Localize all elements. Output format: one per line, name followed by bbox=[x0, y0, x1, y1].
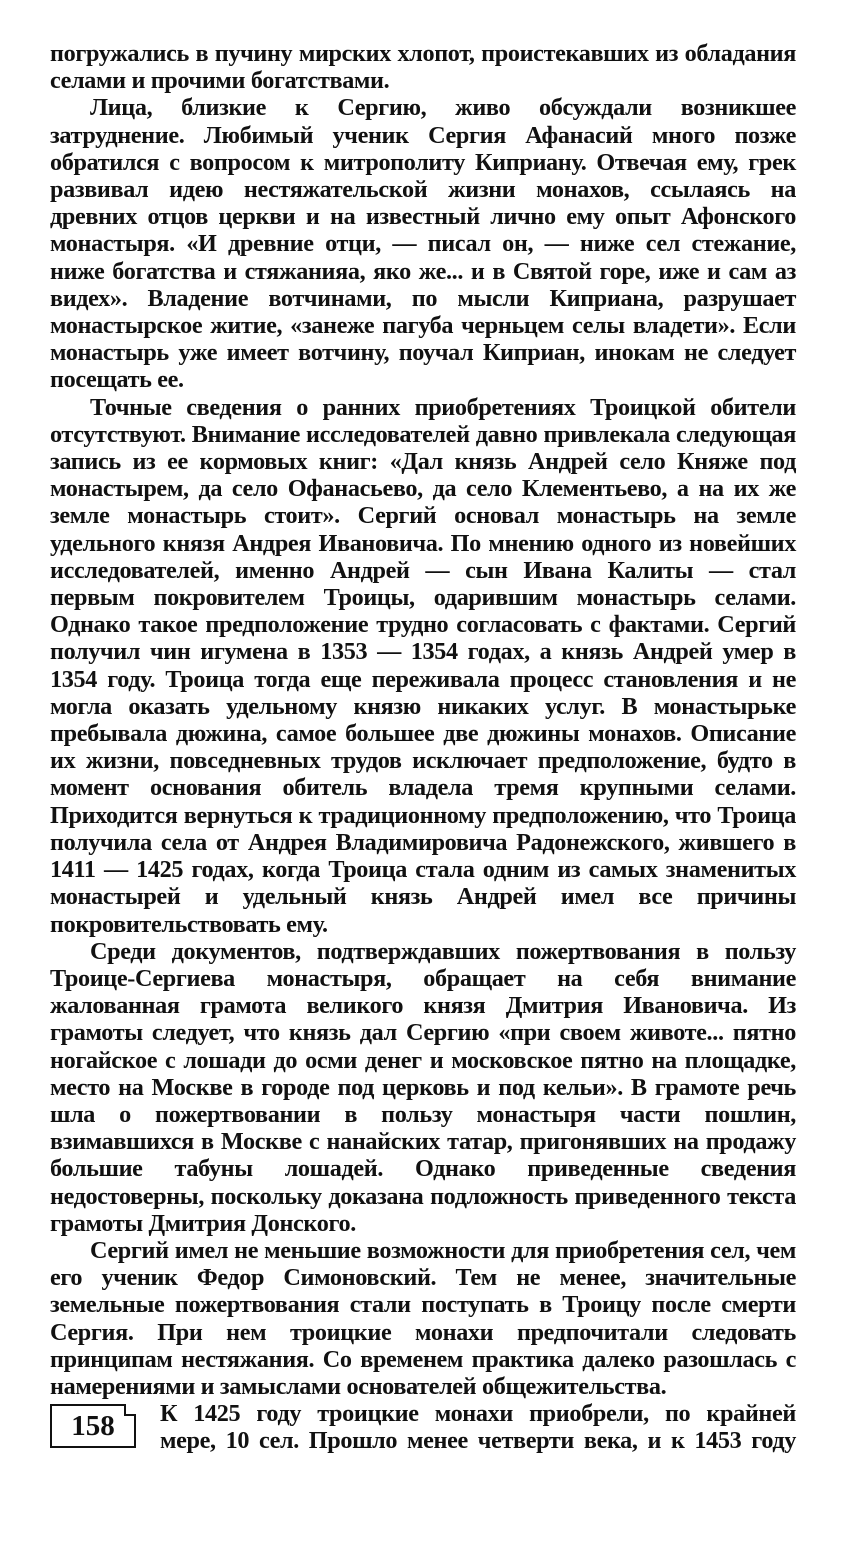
final-line: мере, 10 сел. Прошло менее четверти века, и к 1453 году bbox=[160, 1427, 796, 1455]
paragraph-afanasy-question: Лица, близкие к Сергию, живо обсуждали возникшее затруднение. Любимый ученик Сергия Афанасий много позже обратился с вопросом к митрополиту Киприану. Отвечая ему, грек развивал идею нестяжательской жизни монахов, ссылаясь на древних отцов церкви и на известный лично ему опыт Афонского монастыря. «И древние отци, — писал он, — ниже сел стежание, ниже богатства и стяжанияа, яко же... и в Святой горе, иже и сам аз видех». Владение вотчинами, по мысли Киприана, разрушает монастырское житие, «занеже пагуба черньцем селы владети». Если монастырь уже имеет вотчину, поучал Киприан, инокам не следует посещать ее. bbox=[50, 94, 796, 394]
final-line: К 1425 году троицкие монахи приобрели, по крайней bbox=[160, 1400, 796, 1428]
page-text bbox=[50, 40, 796, 1458]
paragraph-continued: погружались в пучину мирских хлопот, проистекавших из обладания селами и прочими богатствами. bbox=[50, 40, 796, 95]
final-row bbox=[50, 1400, 796, 1458]
paragraph-donation-charter: Среди документов, подтверждавших пожертвования в пользу Троице-Сергиева монастыря, обращает на себя внимание жалованная грамота великого князя Дмитрия Ивановича. Из грамоты следует, что князь дал Сергию «при своем животе... пятно ногайское с лошади до осми денег и московское пятно на площадке, место на Москве в городе под церковь и под кельи». В грамоте речь шла о пожертвовании в пользу монастыря части пошлин, взимавшихся в Москве с нанайских татар, пригонявших на продажу большие табуны лошадей. Однако приведенные сведения недостоверны, поскольку доказана подложность приведенного текста грамоты Дмитрия Донского. bbox=[50, 937, 796, 1237]
final-text bbox=[160, 1400, 796, 1454]
paragraph-early-acquisitions: Точные сведения о ранних приобретениях Троицкой обители отсутствуют. Внимание исследователей давно привлекала следующая запись из ее кормовых книг: «Дал князь Андрей село Княже под монастырем, да село Офанасьево, да село Клементьево, а на их же земле монастырь стоит». Сергий основал монастырь на земле удельного князя Андрея Ивановича. По мнению одного из новейших исследователей, именно Андрей — сын Ивана Калиты — стал первым покровителем Троицы, одарившим монастырь селами. Однако такое предположение трудно согласовать с фактами. Сергий получил чин игумена в 1353 — 1354 годах, а князь Андрей умер в 1354 году. Троица тогда еще переживала процесс становления и не могла оказать удельному князю никаких услуг. В монастырьке пребывала дюжина, самое большее две дюжины монахов. Описание их жизни, повседневных трудов исключает предположение, будто в момент основания обитель владела тремя крупными селами. Приходится вернуться к традиционному предположению, что Троица получила села от Андрея Владимировича Радонежского, жившего в 1411 — 1425 годах, когда Троица стала одним из самых знаменитых монастырей и удельный князь Андрей имел все причины покровительствовать ему. bbox=[50, 393, 796, 938]
paragraph-after-sergius: Сергий имел не меньшие возможности для приобретения сел, чем его ученик Федор Симоновский. Тем не менее, значительные земельные пожертвования стали поступать в Троицу после смерти Сергия. При нем троицкие монахи предпочитали следовать принципам нестяжания. Со временем практика далеко разошлась с намерениями и замыслами основателей общежительства. bbox=[50, 1236, 796, 1400]
page-number: 158 bbox=[50, 1404, 136, 1448]
